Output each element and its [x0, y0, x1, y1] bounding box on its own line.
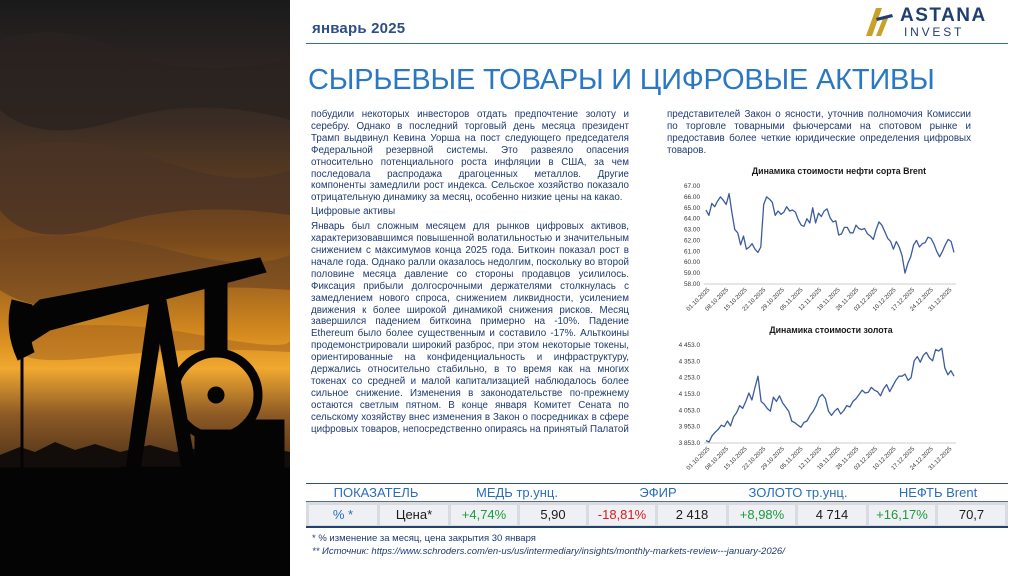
brent-price-chart [666, 178, 966, 318]
brent-x-tick-label: 29.10.2025 [760, 287, 786, 313]
logo-mark-icon [862, 4, 898, 40]
brand-subname: INVEST [904, 25, 965, 39]
header-indicator: ПОКАЗАТЕЛЬ [333, 485, 419, 500]
header-gold: ЗОЛОТО тр.унц. [748, 485, 848, 500]
header-brent: НЕФТЬ Brent [898, 485, 978, 500]
footnote-source: ** Источник: https://www.schroders.com/en-us/us/intermediary/insights/monthly-markets-review---january-2026/ [312, 546, 785, 557]
brent-x-tick-label: 15.10.2025 [723, 287, 749, 313]
ether-change-cell: -18,81% [589, 505, 655, 525]
gold-y-tick-label: 4 353.0 [678, 358, 700, 366]
brent-x-tick-label: 26.11.2025 [835, 287, 861, 313]
brent-y-tick-label: 63.00 [684, 226, 700, 234]
brent-y-tick-label: 66.00 [684, 193, 700, 201]
brent-x-tick-label: 17.12.2025 [890, 287, 917, 313]
copper-change-cell: +4,74% [451, 505, 517, 525]
table-header-row [306, 483, 1008, 501]
astana-invest-logo [862, 4, 1014, 40]
header-divider [306, 43, 1008, 44]
text-column-left [311, 109, 629, 437]
header-ether: ЭФИР [639, 485, 677, 500]
brent-x-tick-label: 22.10.2025 [741, 287, 768, 313]
gold-x-tick-label: 19.11.2025 [816, 446, 842, 472]
table-row [306, 501, 1008, 528]
report-date: январь 2025 [312, 20, 406, 37]
brent-x-tick-label: 03.12.2025 [853, 287, 879, 313]
copper-price-cell: 5,90 [520, 505, 586, 525]
brent-x-tick-label: 31.12.2025 [927, 287, 954, 313]
brent-y-tick-label: 60.00 [684, 259, 700, 267]
gold-x-tick-label: 26.11.2025 [835, 446, 861, 472]
brent-x-tick-label: 12.11.2025 [797, 287, 824, 313]
brent-y-tick-label: 64.00 [684, 215, 700, 223]
gold-y-tick-label: 4 153.0 [678, 391, 700, 398]
brent-y-tick-label: 58.00 [684, 281, 700, 288]
gold-x-tick-label: 05.11.2025 [779, 446, 805, 472]
gold-price-chart [666, 337, 966, 477]
gold-x-tick-label: 24.12.2025 [909, 446, 935, 472]
gold-y-tick-label: 4 453.0 [678, 342, 700, 349]
gold-y-tick-label: 4 053.0 [678, 407, 700, 415]
brent-y-tick-label: 59.00 [684, 270, 700, 278]
paragraph-digital-assets: Январь был сложным месяцем для рынков цифровых активов, характеризовавшимся повышенной волатильностью и значительным снижением с максимумов конца 2025 года. Биткоин показал рост в начале года. Однако ралли оказалось недолгим, поскольку во второй половине месяца давление со стороны продавцов усилилось. Фиксация прибыли долгосрочными держателями столкнулась с замедлением нового спроса, снижением ликвидности, усилением движения к более широкой динамикой снижения рисков. Месяц завершился падением биткоина примерно на -10%. Падение Ethereum было более существенным и составило -17%. Альткоины продемонстрировали широкий разброс, при этом некоторые токены, ориентированные на конфиденциальность и инфраструктуру, держались относительно стабильно, в то время как на многих токенах со средней и малой капитализацией наблюдалось более сильное снижение. Изменения в законодательстве по-прежнему остаются светлым пятном. В конце января Комитет Сената по сельскому хозяйству внес изменения в Закон о посредниках в сфере цифровых товаров, непосредственно опираясь на принятый Палатой [311, 221, 629, 435]
brent-y-tick-label: 65.00 [684, 204, 700, 212]
paragraph-precious-metals: побудили некоторых инвесторов отдать предпочтение золоту и серебру. Однако в последний торговый день месяца президент Трамп выдвинул Кевина Уорша на пост следующего председателя Федеральной резервной системы. Это развеяло опасения относительно потенциального роста инфляции в США, за чем последовала распродажа драгоценных металлов. Другие компоненты замедлили рост индекса. Сельское хозяйство показало отрицательную динамику за месяц, особенно низкие цены на какао. [311, 109, 629, 204]
brent-y-tick-label: 67.00 [684, 183, 700, 190]
brand-name: ASTANA [900, 5, 987, 26]
gold-x-tick-label: 15.10.2025 [723, 446, 749, 472]
brent-x-tick-label: 01.10.2025 [685, 287, 712, 313]
brent-x-tick-label: 05.11.2025 [779, 287, 805, 313]
row-label-price: Цена* [380, 505, 448, 525]
footnote-change: * % изменение за месяц, цена закрытия 30 января [312, 533, 536, 544]
ether-price-cell: 2 418 [658, 505, 726, 525]
gold-x-tick-label: 31.12.2025 [927, 446, 954, 472]
brent-y-tick-label: 62.00 [684, 237, 700, 245]
gold-price-line [706, 348, 954, 442]
brent-x-tick-label: 10.12.2025 [872, 287, 898, 313]
gold-x-tick-label: 17.12.2025 [890, 446, 917, 472]
brent-price-cell: 70,7 [938, 505, 1005, 525]
brent-chart-title: Динамика стоимости нефти сорта Brent [751, 166, 927, 176]
brent-change-cell: +16,17% [869, 505, 935, 525]
gold-y-tick-label: 3 953.0 [678, 423, 700, 431]
gold-y-tick-label: 3 853.0 [678, 440, 700, 447]
oil-pumpjack-photo [0, 0, 290, 576]
brent-x-tick-label: 08.10.2025 [704, 287, 731, 313]
gold-x-tick-label: 10.12.2025 [872, 446, 898, 472]
gold-chart-title: Динамика стоимости золота [769, 325, 893, 335]
row-label-percent: % * [309, 505, 377, 525]
gold-x-tick-label: 01.10.2025 [685, 446, 712, 472]
gold-x-tick-label: 12.11.2025 [797, 446, 824, 472]
gold-price-cell: 4 714 [798, 505, 866, 525]
page-title: СЫРЬЕВЫЕ ТОВАРЫ И ЦИФРОВЫЕ АКТИВЫ [308, 64, 935, 96]
brent-price-line [706, 194, 954, 274]
brent-x-tick-label: 24.12.2025 [909, 287, 935, 313]
brent-x-tick-label: 19.11.2025 [816, 287, 842, 313]
gold-x-tick-label: 29.10.2025 [760, 446, 786, 472]
paragraph-clarity-act: представителей Закон о ясности, уточнив полномочия Комиссии по торговле товарными фьючерсами на спотовом рынке и предоставив более четкие юридические определения цифровых товаров. [667, 109, 971, 156]
gold-y-tick-label: 4 253.0 [678, 374, 700, 382]
gold-x-tick-label: 22.10.2025 [741, 446, 768, 472]
header-copper: МЕДЬ тр.унц. [476, 485, 558, 500]
gold-x-tick-label: 03.12.2025 [853, 446, 879, 472]
text-column-right [667, 109, 971, 159]
gold-x-tick-label: 08.10.2025 [704, 446, 731, 472]
gold-change-cell: +8,98% [729, 505, 795, 525]
section-heading-digital-assets: Цифровые активы [311, 206, 396, 218]
brent-y-tick-label: 61.00 [684, 248, 700, 256]
